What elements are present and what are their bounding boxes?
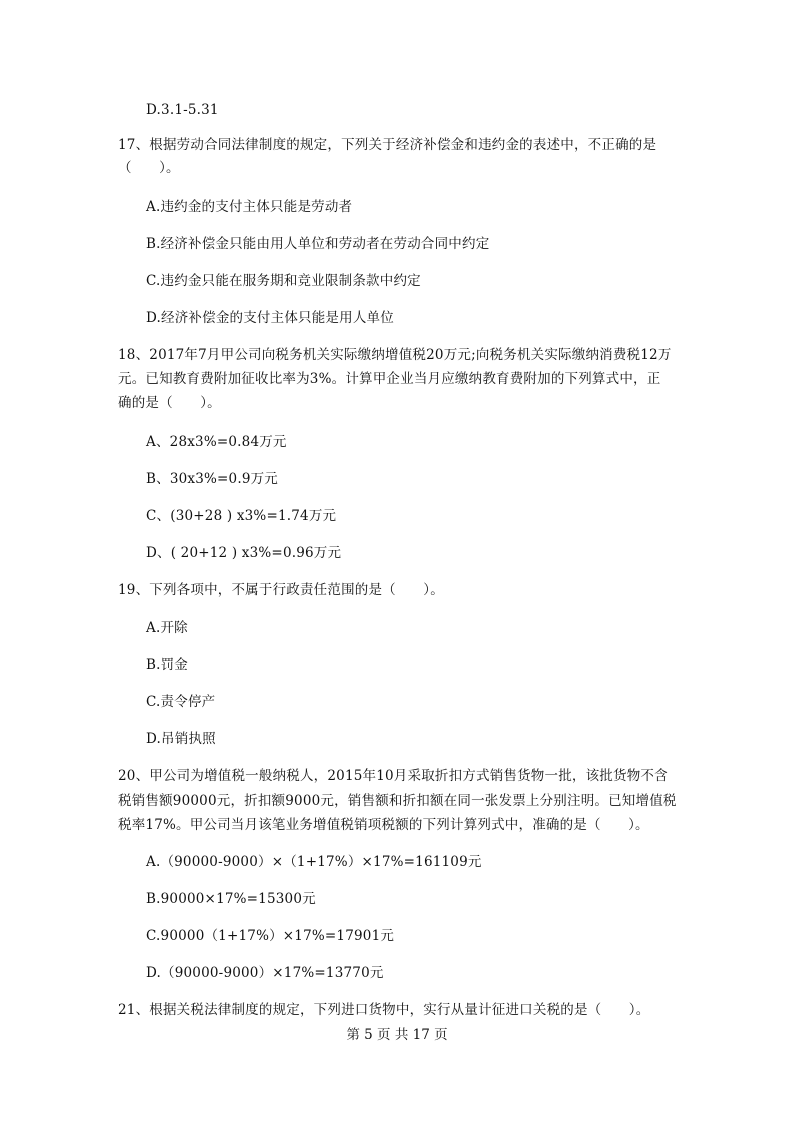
question-17-stem-line-1: 17、根据劳动合同法律制度的规定，下列关于经济补偿金和违约金的表述中，不正确的是 [118, 137, 657, 153]
question-20-option-a: A.（90000-9000）×（1+17%）×17%=161109元 [146, 854, 482, 870]
question-17-option-a: A.违约金的支付主体只能是劳动者 [146, 199, 353, 215]
question-17-option-b: B.经济补偿金只能由用人单位和劳动者在劳动合同中约定 [146, 236, 490, 252]
question-18-option-b: B、30x3%=0.9万元 [146, 471, 279, 487]
question-18-option-a: A、28x3%=0.84万元 [146, 434, 287, 450]
question-18-stem-line-1: 18、2017年7月甲公司向税务机关实际缴纳增值税20万元;向税务机关实际缴纳消费税12万 [118, 347, 672, 363]
question-20-option-d: D.（90000-9000）×17%=13770元 [146, 965, 384, 981]
previous-question-option-d: D.3.1-5.31 [146, 102, 219, 118]
question-17-option-c: C.违约金只能在服务期和竞业限制条款中约定 [146, 273, 421, 289]
question-19-option-a: A.开除 [146, 620, 188, 636]
page-footer: 第 5 页 共 17 页 [346, 1027, 448, 1043]
question-19-option-d: D.吊销执照 [146, 731, 216, 747]
question-18-stem-line-3: 确的是（ ）。 [118, 395, 221, 411]
question-20-stem-line-1: 20、甲公司为增值税一般纳税人，2015年10月采取折扣方式销售货物一批，该批货物不含 [118, 768, 668, 784]
question-20-stem-line-3: 税率17%。甲公司当月该笔业务增值税销项税额的下列计算列式中，准确的是（ ）。 [118, 817, 649, 833]
question-21-stem-line-1: 21、根据关税法律制度的规定，下列进口货物中，实行从量计征进口关税的是（ ）。 [118, 1002, 650, 1018]
question-17-stem-line-2: （ ）。 [118, 160, 180, 176]
question-18-option-c: C、(30+28 ) x3%=1.74万元 [146, 508, 337, 524]
question-18-stem-line-2: 元。已知教育费附加征收比率为3%。计算甲企业当月应缴纳教育费附加的下列算式中，正 [118, 371, 661, 387]
question-19-option-b: B.罚金 [146, 657, 189, 673]
question-20-stem-line-2: 税销售额90000元，折扣额9000元，销售额和折扣额在同一张发票上分别注明。已知增值税 [118, 793, 677, 809]
question-19-option-c: C.责令停产 [146, 694, 216, 710]
question-17-option-d: D.经济补偿金的支付主体只能是用人单位 [146, 310, 394, 326]
question-20-option-c: C.90000（1+17%）×17%=17901元 [146, 928, 395, 944]
question-19-stem-line-1: 19、下列各项中，不属于行政责任范围的是（ ）。 [118, 582, 444, 598]
question-20-option-b: B.90000×17%=15300元 [146, 891, 316, 907]
question-18-option-d: D、( 20+12 ) x3%=0.96万元 [146, 545, 342, 561]
